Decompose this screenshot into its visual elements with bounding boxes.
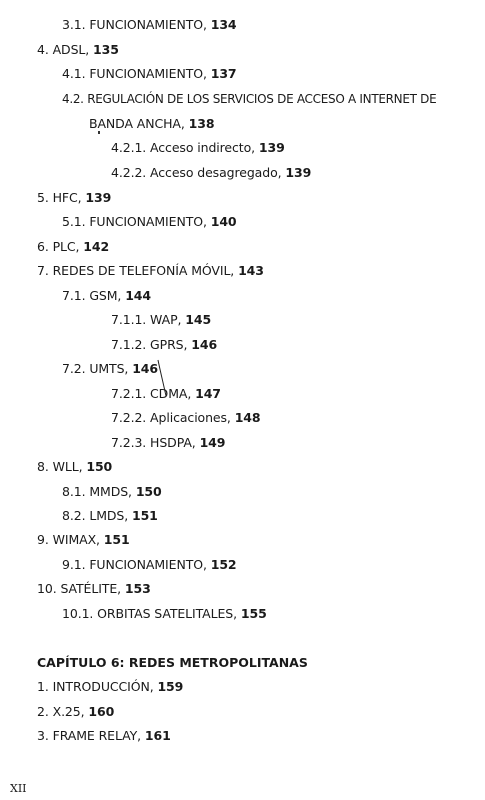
toc-entry-page: 139 xyxy=(258,140,285,155)
toc-entry-page: 137 xyxy=(210,66,237,81)
toc-entry[interactable] xyxy=(37,190,111,206)
toc-entry-label: 3. FRAME RELAY, xyxy=(37,728,145,743)
toc-entry-page: 159 xyxy=(157,679,184,694)
toc-entry-page: 151 xyxy=(131,508,158,523)
toc-entry-page: 161 xyxy=(144,728,171,743)
toc-entry[interactable] xyxy=(62,17,237,33)
toc-entry-label: 9. WIMAX, xyxy=(37,532,104,547)
toc-entry[interactable] xyxy=(62,214,237,230)
toc-entry-label: 8.2. LMDS, xyxy=(62,508,132,523)
toc-entry-page: 140 xyxy=(210,214,237,229)
toc-entry-label: 7.2.3. HSDPA, xyxy=(111,435,200,450)
toc-entry[interactable] xyxy=(62,361,158,377)
toc-entry[interactable] xyxy=(37,679,183,695)
toc-entry-label: 7.1.1. WAP, xyxy=(111,312,186,327)
toc-entry[interactable] xyxy=(89,116,214,132)
toc-entry-label: 5. HFC, xyxy=(37,190,86,205)
toc-entry[interactable] xyxy=(62,66,237,82)
toc-entry[interactable] xyxy=(37,459,112,475)
toc-entry-label: 7.1.2. GPRS, xyxy=(111,337,192,352)
toc-entry[interactable] xyxy=(37,728,171,744)
toc-entry-label: 6. PLC, xyxy=(37,239,84,254)
toc-entry[interactable] xyxy=(62,288,151,304)
toc-entry-label: 10.1. ORBITAS SATELITALES, xyxy=(62,606,241,621)
toc-entry-label: 10. SATÉLITE, xyxy=(37,581,125,596)
toc-entry-page: 142 xyxy=(83,239,110,254)
chapter-heading: CAPÍTULO 6: REDES METROPOLITANAS xyxy=(37,655,308,670)
toc-entry[interactable] xyxy=(111,410,260,426)
toc-entry-page: 139 xyxy=(285,165,312,180)
toc-entry[interactable] xyxy=(62,484,162,500)
toc-entry-page: 150 xyxy=(86,459,113,474)
toc-entry-label: 2. X.25, xyxy=(37,704,89,719)
toc-entry-page: 134 xyxy=(210,17,237,32)
toc-entry[interactable] xyxy=(62,557,237,573)
toc-entry-page: 147 xyxy=(195,386,221,401)
toc-entry-page: 145 xyxy=(185,312,212,327)
toc-entry-label: 3.1. FUNCIONAMIENTO, xyxy=(62,17,211,32)
toc-entry-page: 160 xyxy=(88,704,115,719)
scan-speck xyxy=(98,131,100,134)
toc-entry-label: 8.1. MMDS, xyxy=(62,484,136,499)
toc-entry-page: 144 xyxy=(125,288,151,303)
toc-entry-label: 4. ADSL, xyxy=(37,42,94,57)
toc-entry-label: 7.1. GSM, xyxy=(62,288,126,303)
toc-entry-label: BANDA ANCHA, xyxy=(89,116,189,131)
toc-entry-label: 4.2.1. Acceso indirecto, xyxy=(111,140,259,155)
toc-entry-page: 146 xyxy=(191,337,218,352)
toc-entry-label: 7.2.1. CDMA, xyxy=(111,386,196,401)
toc-entry-page: 149 xyxy=(199,435,226,450)
toc-entry[interactable] xyxy=(37,239,109,255)
toc-entry[interactable] xyxy=(62,91,436,107)
toc-entry-label: 4.2.2. Acceso desagregado, xyxy=(111,165,286,180)
toc-entry-page: 146 xyxy=(132,361,158,376)
toc-entry-page: 138 xyxy=(188,116,215,131)
toc-entry-label: 4.2. REGULACIÓN DE LOS SERVICIOS DE ACCESO A INTERNET DE xyxy=(62,92,437,106)
toc-entry[interactable] xyxy=(37,42,119,58)
toc-entry-page: 152 xyxy=(210,557,237,572)
toc-entry[interactable] xyxy=(111,140,285,156)
toc-entry-page: 155 xyxy=(240,606,267,621)
toc-entry[interactable] xyxy=(37,263,264,279)
toc-entry[interactable] xyxy=(111,165,311,181)
toc-entry-page: 148 xyxy=(234,410,261,425)
toc-entry[interactable] xyxy=(62,508,158,524)
toc-entry-label: 7. REDES DE TELEFONÍA MÓVIL, xyxy=(37,263,239,278)
toc-entry-page: 153 xyxy=(124,581,151,596)
toc-entry-label: 7.2.2. Aplicaciones, xyxy=(111,410,235,425)
toc-entry-page: 150 xyxy=(135,484,162,499)
toc-entry-page: 135 xyxy=(93,42,119,57)
scan-stroke xyxy=(156,358,168,398)
toc-entry-page: 143 xyxy=(238,263,264,278)
toc-entry-label: 5.1. FUNCIONAMIENTO, xyxy=(62,214,211,229)
toc-entry[interactable] xyxy=(111,312,211,328)
toc-entry-label: 4.1. FUNCIONAMIENTO, xyxy=(62,66,211,81)
toc-entry[interactable] xyxy=(37,532,130,548)
toc-entry-label: 8. WLL, xyxy=(37,459,87,474)
toc-entry[interactable] xyxy=(37,581,151,597)
toc-entry[interactable] xyxy=(37,704,114,720)
toc-entry-label: 9.1. FUNCIONAMIENTO, xyxy=(62,557,211,572)
toc-entry-page: 151 xyxy=(103,532,130,547)
toc-entry[interactable] xyxy=(111,337,217,353)
toc-entry[interactable] xyxy=(62,606,267,622)
toc-entry-page: 139 xyxy=(85,190,112,205)
toc-entry[interactable] xyxy=(111,435,225,451)
toc-entry-label: 7.2. UMTS, xyxy=(62,361,133,376)
page-number: XII xyxy=(10,782,27,795)
toc-entry-label: 1. INTRODUCCIÓN, xyxy=(37,679,158,694)
